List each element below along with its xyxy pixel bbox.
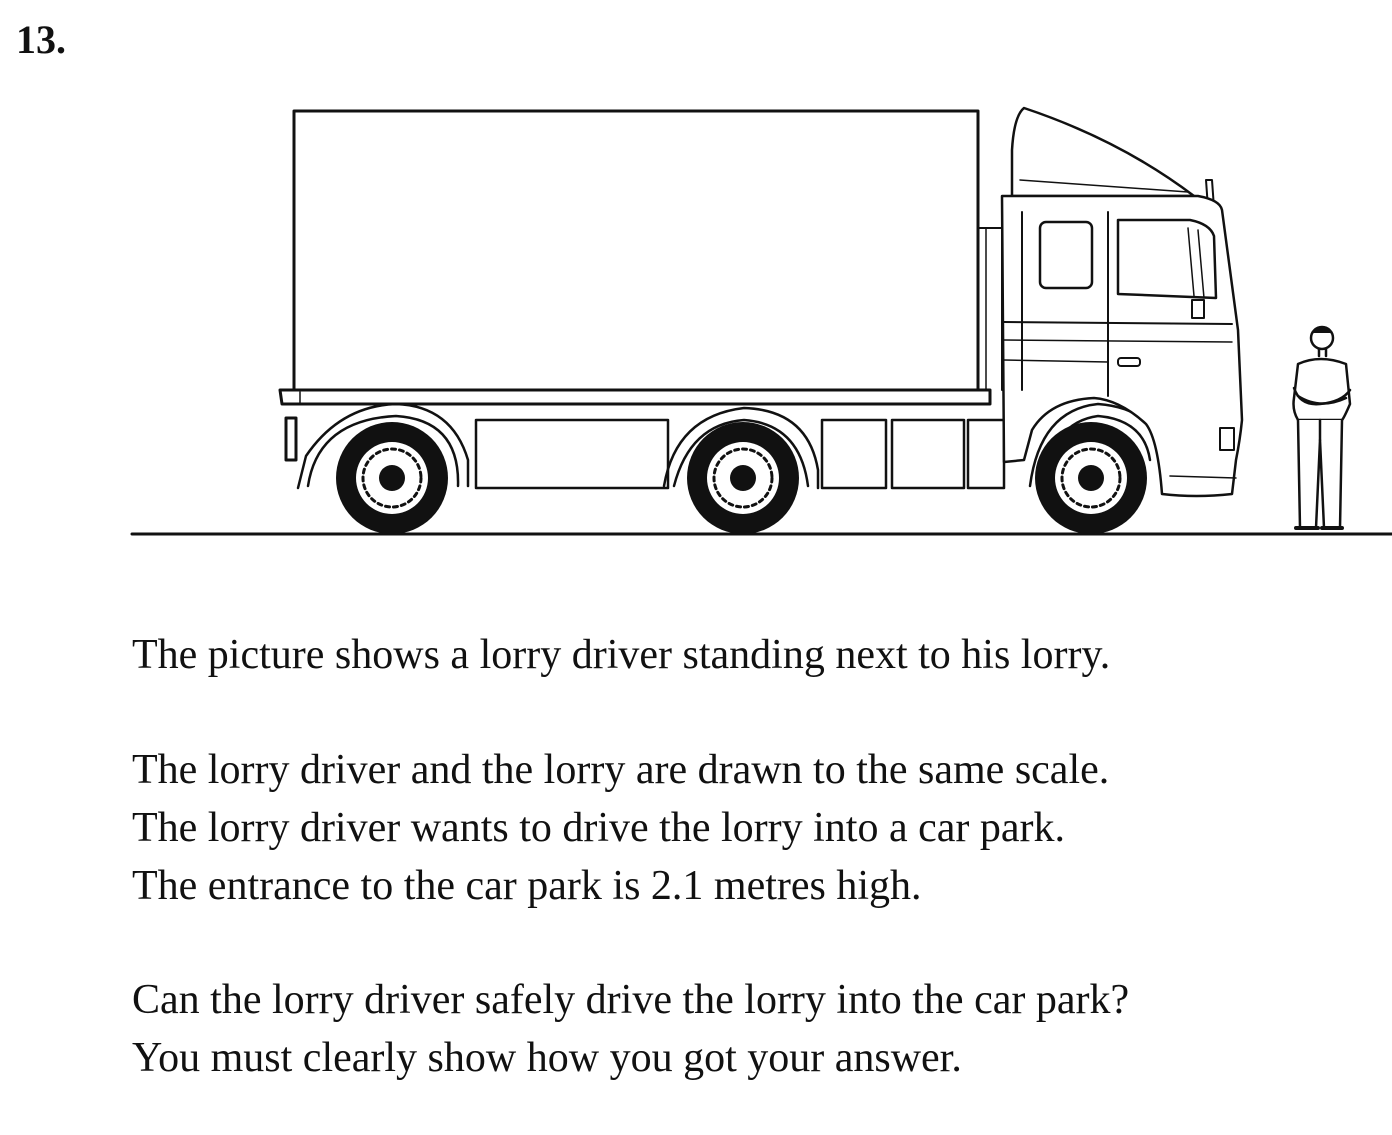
- intro-line: The picture shows a lorry driver standing next to his lorry.: [132, 632, 1111, 678]
- task-paragraph: [132, 971, 1129, 1087]
- lorry-driver-figure: [1294, 327, 1351, 529]
- cab-rear-window: [1040, 222, 1092, 288]
- info-paragraph: [132, 741, 1109, 915]
- cargo-box: [294, 111, 978, 390]
- question-number: 13.: [16, 17, 66, 62]
- lorry-and-driver-illustration: [0, 0, 1392, 560]
- task-question: Can the lorry driver safely drive the lorry into the car park?: [132, 977, 1130, 1023]
- info-line-car-park: The lorry driver wants to drive the lorry into a car park.: [132, 805, 1066, 851]
- info-line-scale: The lorry driver and the lorry are drawn to the same scale.: [132, 747, 1110, 793]
- task-instruction: You must clearly show how you got your answer.: [132, 1035, 962, 1081]
- wheel-middle: [687, 422, 799, 534]
- info-line-entrance-height: The entrance to the car park is 2.1 metres high.: [132, 863, 922, 909]
- wheel-front: [1035, 422, 1147, 534]
- intro-paragraph: [132, 626, 1110, 684]
- wheel-rear: [336, 422, 448, 534]
